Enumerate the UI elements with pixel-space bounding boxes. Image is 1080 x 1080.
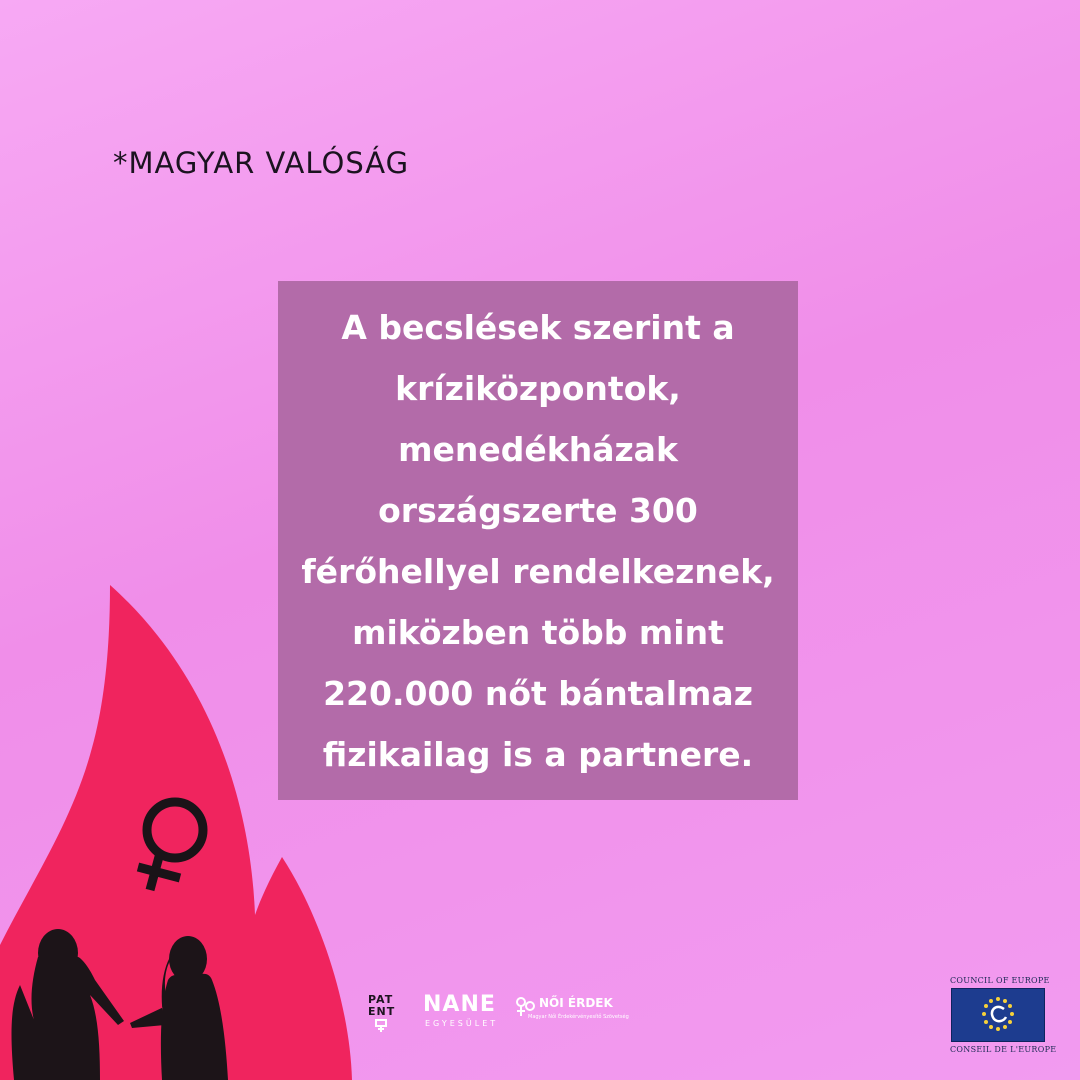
nane-logo-title: NANE	[423, 992, 496, 1017]
statement-line: férőhellyel rendelkeznek,	[301, 551, 775, 591]
statement-line: miközben több mint	[352, 612, 724, 652]
statement-line: fizikailag is a partnere.	[322, 734, 754, 774]
coe-title-en: COUNCIL OF EUROPE	[950, 976, 1050, 985]
patent-logo-text: PAT ENT	[368, 993, 396, 1018]
statement-line: országszerte 300	[378, 490, 698, 530]
noi-erdek-logo-title: NŐI ÉRDEK	[539, 996, 613, 1010]
flame-illustration	[0, 585, 360, 1080]
statement-line: kríziközpontok,	[395, 368, 681, 408]
patent-logo	[368, 994, 400, 1032]
eu-stars-icon	[952, 989, 1044, 1041]
noi-erdek-logo-subtitle: Magyar Női Érdekérvényesítő Szövetség	[528, 1014, 629, 1020]
coe-title-fr: CONSEIL DE L'EUROPE	[950, 1045, 1057, 1054]
coe-flag	[951, 988, 1045, 1042]
statement-line: menedékházak	[398, 429, 678, 469]
patent-symbol-icon	[374, 1018, 388, 1032]
page-tag: *MAGYAR VALÓSÁG	[113, 146, 410, 180]
council-of-europe-logo	[950, 976, 1057, 1054]
nane-logo-subtitle: EGYESÜLET	[425, 1019, 499, 1028]
statement-line: A becslések szerint a	[341, 307, 735, 347]
statement-line: 220.000 nőt bántalmaz	[323, 673, 753, 713]
